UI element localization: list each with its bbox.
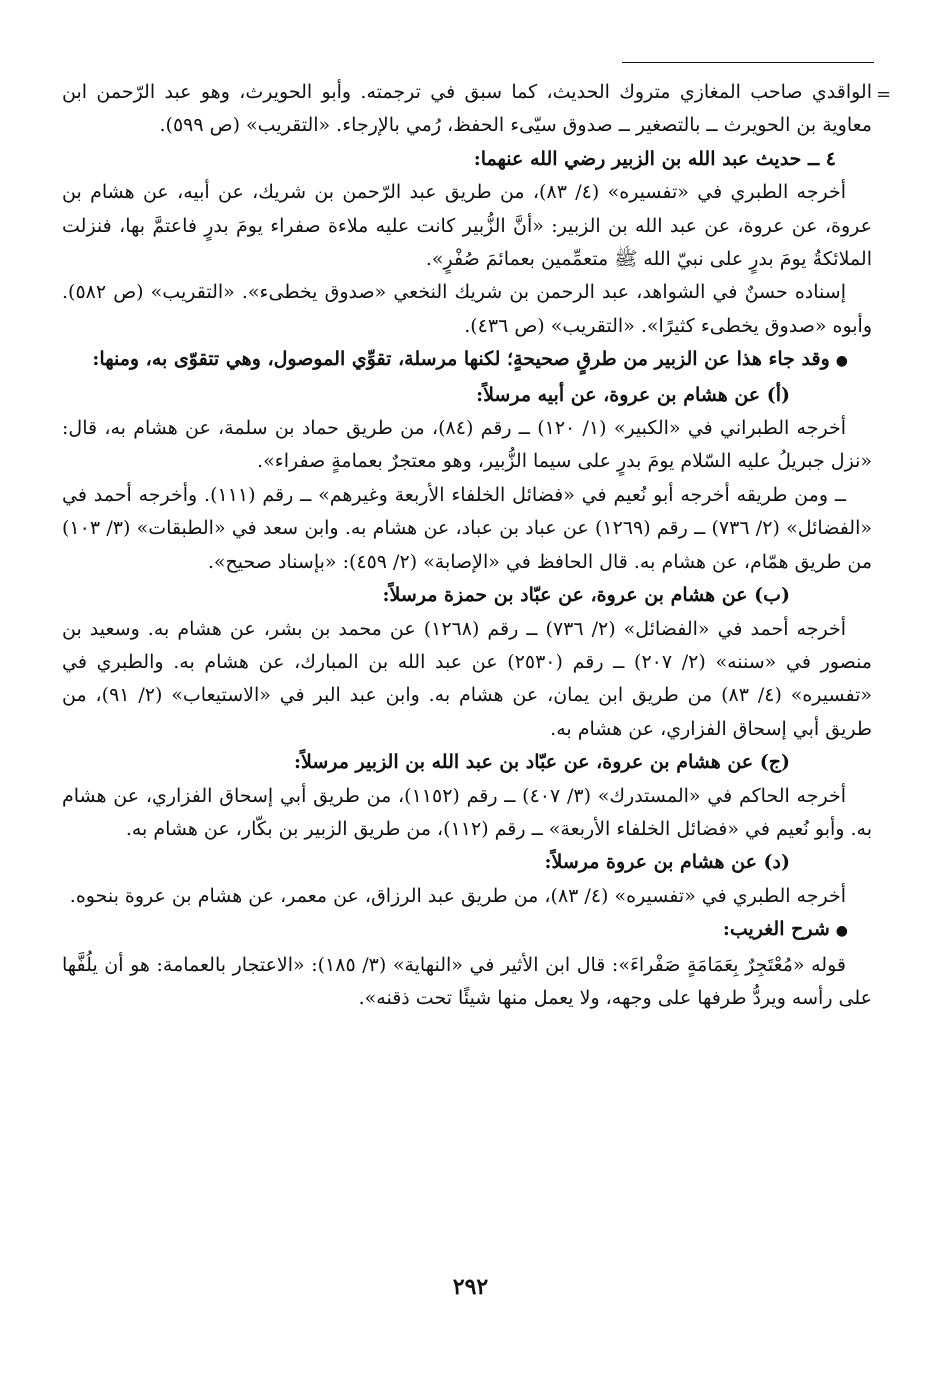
bullet-paragraph-mursal-routes [62, 343, 872, 378]
paragraph-abu-nuaym-ahmad: ــ ومن طريقه أخرجه أبو نُعيم في «فضائل الخلفاء الأربعة وغيرهم» ــ رقم (١١١). وأخرجه أحمد في «الفضائل» (٢/ ٧٣٦) ــ رقم (١٢٦٩) عن عباد بن عباد، عن هشام به. وابن سعد في «الطبقات» (٣/ ١٠٣) من طريق همّام، عن هشام به. قال الحافظ في «الإصابة» (٢/ ٤٥٩): «بإسناد صحيح». [62, 483, 872, 573]
paragraph-tabari-abdurrazzaq: أخرجه الطبري في «تفسيره» (٤/ ٨٣)، من طريق عبد الرزاق، عن معمر، عن هشام بن عروة بنحوه. [69, 884, 846, 907]
footnote-body [62, 76, 872, 1015]
margin-mark: = [876, 84, 892, 105]
subheading-a: (أ) عن هشام بن عروة، عن أبيه مرسلاً: [476, 383, 790, 406]
paragraph-isnad-grading: إسناده حسنٌ في الشواهد، عبد الرحمن بن شريك النخعي «صدوق يخطىء». «التقريب» (ص ٥٨٢). وأبوه «صدوق يخطىء كثيرًا». «التقريب» (ص ٤٣٦). [62, 281, 872, 337]
bullet-text: وقد جاء هذا عن الزبير من طرقٍ صحيحةٍ؛ لكنها مرسلة، تقوِّي الموصول، وهي تتقوّى به، ومنها: [92, 348, 830, 371]
paragraph-tabari-takhrij: أخرجه الطبري في «تفسيره» (٤/ ٨٣)، من طريق عبد الرّحمن بن شريك، عن أبيه، عن هشام بن عروة، عن عروة، عن عبد الله بن الزبير: «أنَّ الزُّبير كانت عليه ملاءة صفراء يومَ بدرٍ فاعتمَّ بها، فنزلت الملائكةُ يومَ بدرٍ على نبيّ الله ﷺ متعمِّمين بعمائمَ صُفْرٍ». [62, 181, 872, 271]
paragraph-tabarani-takhrij: أخرجه الطبراني في «الكبير» (١/ ١٢٠) ــ رقم (٨٤)، من طريق حماد بن سلمة، عن هشام به، قال: «نزل جبريلُ عليه السّلام يومَ بدرٍ على سيما الزُّبير، وهو معتجرٌ بعمامةٍ صفراء». [62, 417, 872, 473]
page-number: ٢٩٢ [452, 1274, 489, 1300]
section-heading-ibn-zubayr: ٤ ــ حديث عبد الله بن الزبير رضي الله عنهما: [473, 147, 836, 170]
paragraph-continuation: الواقدي صاحب المغازي متروك الحديث، كما سبق في ترجمته. وأبو الحويرث، وهو عبد الرّحمن ابن معاوية بن الحويرث ــ بالتصغير ــ صدوق سيّىء الحفظ، رُمي بالإرجاء. «التقريب» (ص ٥٩٩). [62, 81, 872, 137]
subheading-b: (ب) عن هشام بن عروة، عن عبّاد بن حمزة مرسلاً: [382, 584, 790, 607]
paragraph-hakim-takhrij: أخرجه الحاكم في «المستدرك» (٣/ ٤٠٧) ــ رقم (١١٥٢)، من طريق أبي إسحاق الفزاري، عن هشام به. وأبو نُعيم في «فضائل الخلفاء الأربعة» ــ رقم (١١٢)، من طريق الزبير بن بكّار، عن هشام به. [62, 784, 872, 840]
bullet-icon: ● [835, 353, 848, 370]
bullet-heading-gharib [62, 913, 872, 948]
paragraph-ibn-athir-definition: قوله «مُعْتَجِرٌ بِعَمَامَةٍ صَفْراءَ»: قال ابن الأثير في «النهاية» (٣/ ١٨٥): «الاعتجار بالعمامة: هو أن يلُفَّها على رأسه ويردُّ طرفها على وجهه، ولا يعمل منها شيئًا تحت ذقنه». [62, 953, 872, 1009]
bullet-icon: ● [835, 923, 848, 940]
bullet-text: شرح الغريب: [722, 918, 830, 941]
paragraph-ahmad-said-tabari: أخرجه أحمد في «الفضائل» (٢/ ٧٣٦) ــ رقم (١٢٦٨) عن محمد بن بشر، عن هشام به. وسعيد بن منصور في «سننه» (٢/ ٢٠٧) ــ رقم (٢٥٣٠) عن عبد الله بن المبارك، عن هشام به. والطبري في «تفسيره» (٤/ ٨٣) من طريق ابن يمان، عن هشام به. وابن عبد البر في «الاستيعاب» (٢/ ٩١)، من طريق أبي إسحاق الفزاري، عن هشام به. [62, 617, 873, 740]
subheading-c: (ج) عن هشام بن عروة، عن عبّاد بن عبد الله بن الزبير مرسلاً: [294, 751, 790, 774]
footnote-separator-rule [622, 62, 874, 63]
subheading-d: (د) عن هشام بن عروة مرسلاً: [544, 851, 790, 874]
